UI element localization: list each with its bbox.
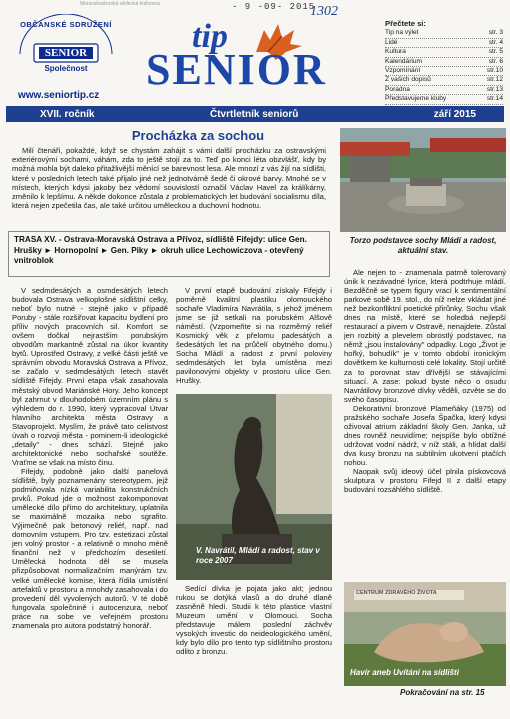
col1-paragraph-2: Fifejdy, podobně jako další panelová sídliště, byly poznamenány stereotypem, jejž podmiňovala nízká variabilita konstrukčních prvků. Pokud jde o možnost zakomponovat umělecké dílo přímo do architektury, uplatnila se maximálně mozaika nebo sgrafito. Výjimečně pak betonový reliéf, např. nad domovním vstupem. Pro tzv. estetizaci zůstal jen volný prostor - a relativně o mnoho méně finanční než v předchozím desetiletí. Umělecká hodnota děl se musela přizpůsobovat normalizačním manýrám tzv. velké umělecké komise, která řídila umístění artefaktů v prostoru a mnohdy zasahovala i do provedení děl vyvolených autorů. V té době fungovala společnině i autocenzura, neboť práce na sobe ve veřejném prostoru znamenala pro autora podstatný honorář. <box>12 466 168 630</box>
masthead <box>140 18 370 98</box>
top-photo-caption: Torzo podstavce sochy Mládí a radost, aktuální stav. <box>349 236 497 255</box>
toc-item-page: str.13 <box>486 85 503 93</box>
toc-item-page: str. 3 <box>488 29 503 37</box>
table-of-contents <box>385 20 503 105</box>
association-logo <box>6 14 126 102</box>
statue-photo-caption: V. Navrátil, Mládí a radost, stav v roce 2007 <box>196 546 320 565</box>
pedestal-photo-image <box>340 128 506 232</box>
toc-item[interactable] <box>385 58 503 67</box>
article-title: Procházka za sochou <box>131 128 265 143</box>
toc-item[interactable] <box>385 48 503 57</box>
col2-paragraph-1: V první etapě budování získaly Fifejdy i poměrně kvalitní plastiku olomouckého sochaře Vladimíra Navrátila, s jehož jménem jsme se již setkali na porubském Alšově náměstí. (Vzpomeňte si na rozměrný reliéf Kosmický věk z přelomu padesátých a šedesátých let na průčelí obytného domu.) Socha Mládí a radost z první poloviny sedmdesátých let byla umístěna mezi pavilonovými objekty v prostoru ulice Gen. Hrušky. <box>176 286 332 386</box>
toc-item-page: str.10 <box>486 67 503 75</box>
continued-note: Pokračování na str. 15 <box>400 688 485 697</box>
statue-photo <box>176 394 332 580</box>
handwritten-number: 1302 <box>310 4 338 19</box>
column-2 <box>176 286 332 386</box>
toc-item[interactable] <box>385 76 503 85</box>
toc-item-page: str. 4 <box>488 38 503 46</box>
toc-item-label: Kultura <box>385 48 406 56</box>
logo-mid-text: SENIOR <box>44 47 88 59</box>
article-intro: Milí čtenáři, pokaždé, když se chystám zahájit s vámi další procházku za ostravskými exteriérovými sochami, váhám, zda to ještě stojí za to. Teď po konci léta obzvlášť, kdy by možná mohla být daleko přitažlivější měnící se barevnost lesa. Ale mnozí z vás žijí na sídlišti, které v posledních letech také přijalo jiné než jednotvárně šedé či okrové barvy. Mnohé se v místech, kterých kdysi jakoby bez vědomí souvislostí označil Václav Havel za králíkárny, změnilo k lepšímu. A někde dokonce zůstala z problematických let budování socialismu díla, která nejen zpečetila čas, ale také určitou uměleckou a duchovní hodnotu. <box>12 146 326 211</box>
col3-paragraph-3: Naopak svůj ideový účel plnila pískovcová skulptura v prostoru Fifejd II z další etapy budování rozsáhlého sídliště. <box>344 467 506 495</box>
toc-item-label: Poradna <box>385 85 410 93</box>
col2-paragraph-2: Sedící dívka je pojata jako akt; jednou rukou se dotýká vlasů a do druhé dlaně zasněně hledí. Studii k této plastice vlastní Muzeum umění v Olomouci. Socha představuje málem poslední záchvěv vysokých investic do neideologického umění, kdy bylo dílo pro tento typ sídlištního prostoru odlito z bronzu. <box>176 584 332 657</box>
toc-title: Přečtete si: <box>385 19 426 28</box>
issue-date: září 2015 <box>433 108 476 120</box>
received-date-stamp: - 9 -09- 2015 <box>232 2 316 12</box>
logo-top-text: OBČANSKÉ SDRUŽENÍ <box>20 20 112 29</box>
sign-text: CENTRUM ZDRAVÉHO ŽIVOTA <box>356 590 437 596</box>
subtitle-label: Čtvrtletník seniorů <box>210 108 299 120</box>
volume-label: XVII. ročník <box>40 108 95 120</box>
toc-item-label: Z vašich dopisů <box>385 76 431 84</box>
col3-paragraph-1: Ale nejen to - znamenala patrně tolerovaný únik k nezávadné lyrice, která podtrhuje mládí. Bezděčně se typem figury vrací k sentimentální parkové sobě 19. stol., do níž nelze vkládat jiné než bezkonfliktní poetické přirůnky. Sochu však dnes na místě, které se holedbá nejlepší restaurací a pivem v Ostravě, nenajdete. Zůstal jen rozbitý a plevelem obrostlý podstavec, na němž „jsou instalovány" odpadky. Logo „Život je hořký, bohudík" je v tomto období ironickým dovětkem ke kulturnosti celé lokality. Stojí určitě za to porovnat stav dřívější se stávajícími situací. A zase: pokud byste něco o osudu Navrátilovy bronzové dívky věděli, ozvěte se do svého časopisu. <box>344 268 506 404</box>
toc-item-label: Představujeme kluby <box>385 95 447 103</box>
column-2-continued <box>176 584 332 656</box>
toc-item-label: Kalendárium <box>385 57 423 65</box>
toc-item[interactable] <box>385 39 503 48</box>
toc-item-page: str. 6 <box>488 57 503 65</box>
library-stamp: Moravskoslezská vědecká knihovna <box>80 1 160 7</box>
toc-item-page: str.14 <box>486 95 503 103</box>
col3-paragraph-2: Dekorativní bronzové Plameňáky (1975) od pražského sochaře Josefa Špačka, který kdysi oživoval atrium základní školy Gen. Janka, už dnes rovněž neuvidíme; nejspíše bylo obtížné udržovat vodní nádrž, v níž stáli, a hlídat další dva kusy bronzu na subtilním ukotvení ptačích nohou. <box>344 403 506 467</box>
masthead-senior: SENIOR <box>146 45 327 94</box>
toc-item-label: Lidé <box>385 38 398 46</box>
toc-item[interactable] <box>385 95 503 104</box>
toc-item-label: Vzpomínání <box>385 67 421 75</box>
toc-item[interactable] <box>385 29 503 38</box>
sculpture-photo-caption: Havír aneb Uvítání na sídlišti <box>350 668 459 677</box>
website-url[interactable]: www.seniortip.cz <box>18 90 100 101</box>
logo-bottom-text: Společnost <box>44 64 88 73</box>
column-1 <box>12 286 168 630</box>
toc-item-label: Tip na výlet <box>385 29 419 37</box>
toc-item-page: str. 5 <box>488 48 503 56</box>
column-3 <box>344 268 506 494</box>
route-box: TRASA XV. - Ostrava-Moravská Ostrava a Přívoz, sídliště Fifejdy: ulice Gen. Hrušky ► Hornopolní ► Gen. Piky ► okruh ulice Lechowiczova - otevřený vnitroblok <box>8 231 330 277</box>
sculpture-photo <box>344 582 506 686</box>
toc-item[interactable] <box>385 86 503 95</box>
issue-bar <box>6 106 504 122</box>
masthead-tip: tip <box>192 18 228 55</box>
pedestal-photo <box>340 128 506 232</box>
toc-item-page: str.12 <box>486 76 503 84</box>
col1-paragraph-1: V sedmdesátých a osmdesátých letech budovala Ostrava velkoplošné sídlištní celky, neboť bylo nutné - stejně jako v případě Poruby - stále rozšiřovat kapacitu bydlení pro příliv nových pracovních sil. Komfort se ovšem dočkal nejrastším porubským obvodům markantně zůstal na úkor kvantity bytů. Uprostřed Ostravy, z velké části ještě ve správním obvodu Moravská Ostrava a Přívoz, se začalo v sedmdesátých letech stavět sídliště Fifejdy. První etapa však zasahovala městský obvod Mariánské Hory. Jeho koncept byl zahrnut v dlouhodobém územním plánu s výhledem do r. 1990, který vypracoval Útvar hlavního architekta města Ostravy a Stavoprojekt. Myslím, že právě tato celistvost úvah o rozvoji města - pominem-li ideologické „detaily" - dnes schází. Stejně jako architektonické nebo sochařské soutěže. Vraťme se však na místo činu. <box>12 286 168 467</box>
